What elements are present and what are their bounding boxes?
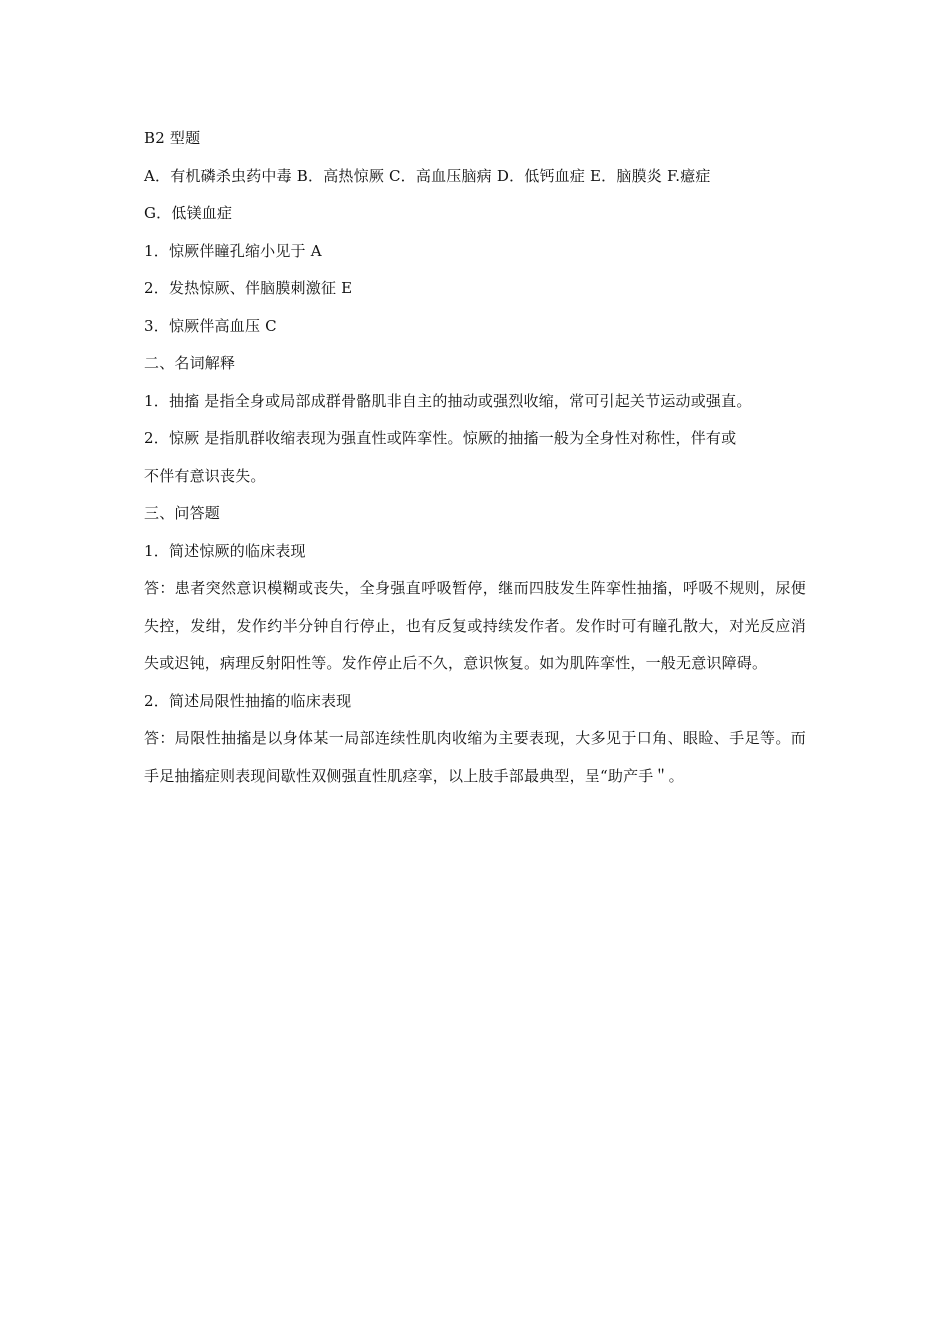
qa-question-1-title: 1．简述惊厥的临床表现	[144, 541, 306, 560]
b2-question-3: 3．惊厥伴高血压 C	[144, 316, 277, 335]
b2-question-1: 1．惊厥伴瞳孔缩小见于 A	[144, 241, 322, 260]
b2-section-heading: B2 型题	[144, 129, 201, 147]
term-1: 1．抽搐 是指全身或局部成群骨骼肌非自主的抽动或强烈收缩，常可引起关节运动或强直。	[144, 391, 752, 410]
b2-options-line-2: G．低镁血症	[144, 204, 233, 222]
b2-question-2: 2．发热惊厥、伴脑膜刺激征 E	[144, 279, 353, 297]
qa-question-1-answer: 答：患者突然意识模糊或丧失，全身强直呼吸暂停，继而四肢发生阵挛性抽搐，呼吸不规则，尿便失控，发绀，发作约半分钟自行停止，也有反复或持续发作者。发作时可有瞳孔散大，对光反应消失或迟钝，病理反射阳性等。发作停止后不久，意识恢复。如为肌阵挛性，一般无意识障碍。	[144, 579, 806, 672]
b2-options-line-1: A．有机磷杀虫药中毒 B．高热惊厥 C．高血压脑病 D．低钙血症 E．脑膜炎 F.癔症	[144, 166, 711, 185]
qa-question-2-answer: 答：局限性抽搐是以身体某一局部连续性肌肉收缩为主要表现，大多见于口角、眼睑、手足等。而手足抽搐症则表现间歇性双侧强直性肌痉挛，以上肢手部最典型，呈“助产手＂。	[144, 729, 806, 785]
qa-section-heading: 三、问答题	[144, 504, 221, 522]
term-2-line-1: 2．惊厥 是指肌群收缩表现为强直性或阵挛性。惊厥的抽搐一般为全身性对称性，伴有或	[144, 429, 737, 447]
document-page	[144, 120, 824, 795]
qa-question-2-title: 2．简述局限性抽搐的临床表现	[144, 691, 352, 710]
term-2-line-2: 不伴有意识丧失。	[144, 466, 266, 485]
terms-section-heading: 二、名词解释	[144, 354, 236, 372]
